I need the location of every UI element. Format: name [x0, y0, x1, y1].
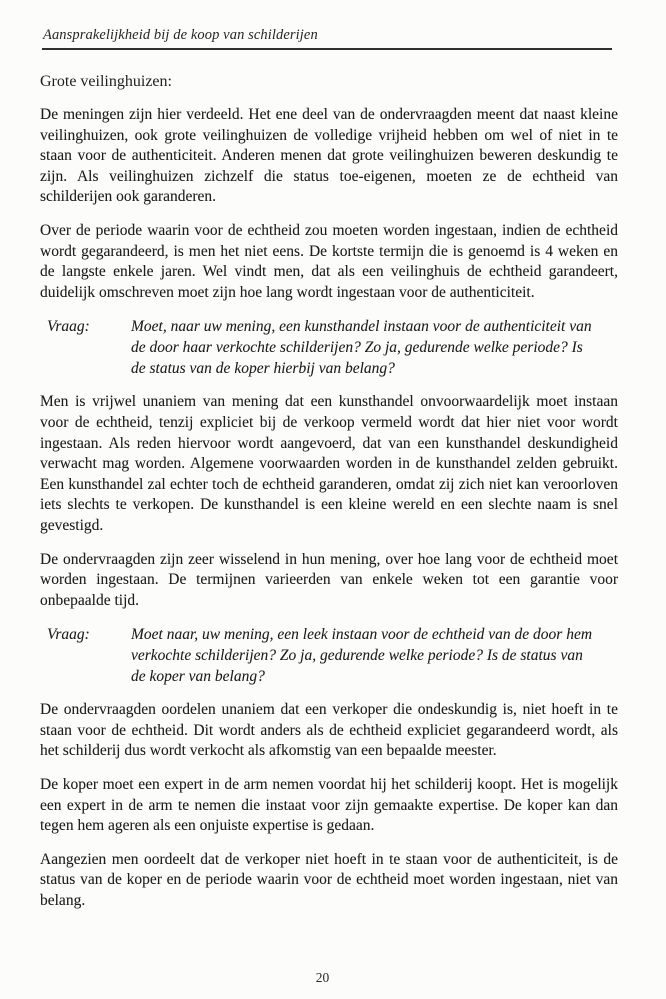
- page-content: [40, 0, 618, 912]
- body-paragraph: Aangezien men oordeelt dat de verkoper niet hoeft in te staan voor de authenticiteit, is de status van de koper en de periode waarin voor de echtheid moet worden ingestaan, niet van belang.: [40, 850, 618, 910]
- body-paragraph: De meningen zijn hier verdeeld. Het ene deel van de ondervraagden meent dat naast kleine veilinghuizen, ook grote veilinghuizen de volledige vrijheid hebben om wel of niet in te staan voor de authenticiteit. Anderen menen dat grote veilinghuizen beweren deskundig te zijn. Als veilinghuizen zichzelf die status toe-eigenen, moeten ze de echtheid van schilderijen ook garanderen.: [40, 106, 618, 206]
- question-text: Moet naar, uw mening, een leek instaan voor de echtheid van de door hem verkochte schilderijen? Zo ja, gedurende welke periode? Is de status van de koper van belang?: [131, 626, 593, 686]
- body-paragraph: Over de periode waarin voor de echtheid zou moeten worden ingestaan, indien de echtheid wordt gegarandeerd, is men het niet eens. De kortste termijn die is genoemd is 4 weken en de langste enkele jaren. Wel vindt men, dat als een veilinghuis de echtheid garandeert, duidelijk omschreven moet zijn hoe lang wordt ingestaan voor de authenticiteit.: [40, 221, 618, 301]
- body-paragraph: De koper moet een expert in de arm nemen voordat hij het schilderij koopt. Het is mogelijk een expert in de arm te nemen die instaat voor zijn gemaakte expertise. De koper kan dan tegen hem ageren als een onjuiste expertise is gedaan.: [40, 776, 618, 835]
- body-paragraph: De ondervraagden oordelen unaniem dat een verkoper die ondeskundig is, niet hoeft in te staan voor de echtheid. Dit wordt anders als de echtheid expliciet gegarandeerd wordt, als het schilderij dus wordt verkocht als afkomstig van een bepaalde meester.: [40, 701, 618, 760]
- question-text: Moet, naar uw mening, een kunsthandel instaan voor de authenticiteit van de door haar verkochte schilderijen? Zo ja, gedurende welke periode? Is de status van de koper hierbij van belang?: [131, 318, 592, 378]
- question-label: Vraag:: [47, 626, 90, 644]
- question-label: Vraag:: [47, 318, 90, 336]
- question-block: [47, 624, 618, 687]
- page-number: 20: [315, 970, 330, 985]
- section-heading: Grote veilinghuizen:: [40, 73, 172, 90]
- body-paragraph: De ondervraagden zijn zeer wisselend in hun mening, over hoe lang voor de echtheid moet worden ingestaan. De termijnen varieerden van enkele weken tot een garantie voor onbepaalde tijd.: [40, 550, 618, 609]
- question-block: [47, 316, 618, 379]
- body-paragraph: Men is vrijwel unaniem van mening dat een kunsthandel onvoorwaardelijk moet instaan voor de echtheid, tenzij expliciet bij de verkoop vermeld wordt dat hier niet voor wordt ingestaan. Als reden hiervoor wordt aangevoerd, dat van een kunsthandel deskundigheid verwacht mag worden. Algemene voorwaarden worden in de kunsthandel zelden gebruikt. Een kunsthandel zal echter toch de echtheid garanderen, omdat zij zich niet kan veroorloven iets slechts te verkopen. De kunsthandel is een kleine wereld en een slechte naam is snel gevestigd.: [40, 393, 618, 534]
- header-rule: [42, 48, 612, 50]
- running-header: Aansprakelijkheid bij de koop van schilderijen: [43, 27, 318, 43]
